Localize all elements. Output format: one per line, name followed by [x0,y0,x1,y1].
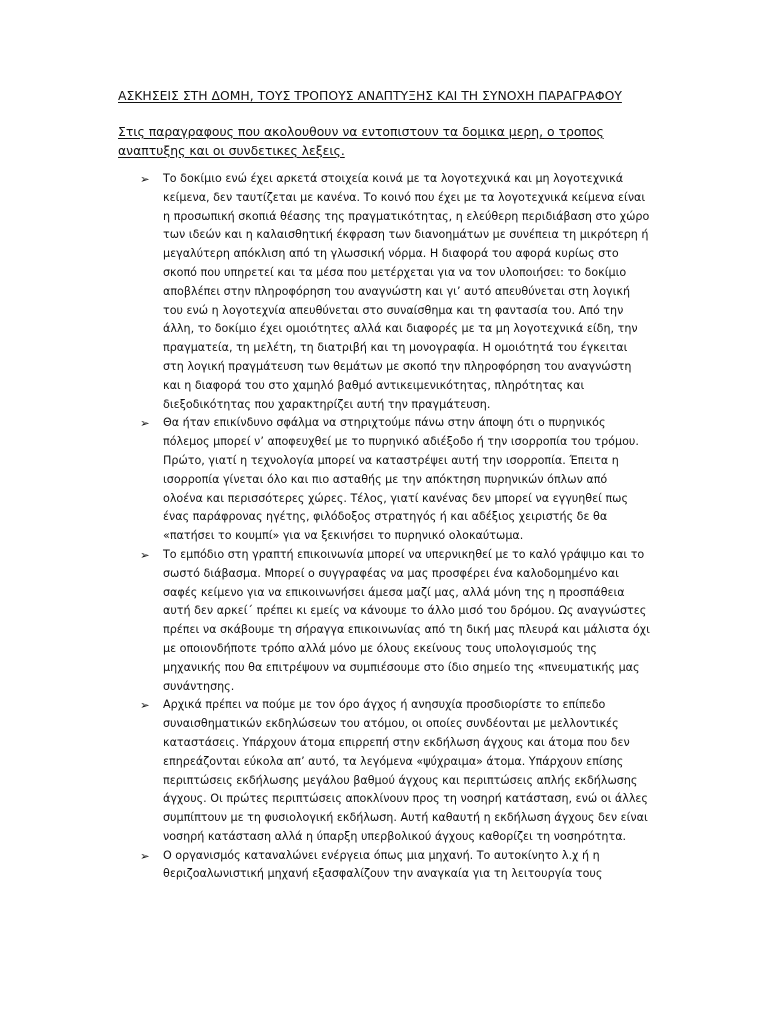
paragraph-item-3 [140,546,650,696]
paragraph-item-2 [140,414,650,546]
document-title: ΑΣΚΗΣΕΙΣ ΣΤΗ ΔΟΜΗ, ΤΟΥΣ ΤΡΟΠΟΥΣ ΑΝΑΠΤΥΞΗΣ ΚΑΙ ΤΗ ΣΥΝΟΧΗ ΠΑΡΑΓΡΑΦΟΥ [118,88,622,103]
arrowhead-bullet-icon: ➢ [140,698,150,713]
paragraph-text-5: Ο οργανισμός καταναλώνει ενέργεια όπως μια μηχανή. Το αυτοκίνητο λ.χ ή η θεριζοαλωνιστική μηχανή εξασφαλίζουν την αναγκαία για τη λειτουργία τους [163,848,603,881]
paragraph-text-4: Αρχικά πρέπει να πούμε με τον όρο άγχος ή ανησυχία προσδιορίστε το επίπεδο συναισθηματικών εκδηλώσεων του ατόμου, οι οποίες συνδέονται με μελλοντικές καταστάσεις. Υπάρχουν άτομα επιρρεπή στην εκδήλωση άγχους και άτομα που δεν επηρεάζονται εύκολα απ’ αυτό, τα λεγόμενα «ψύχραιμα» άτομα. Υπάρχουν επίσης περιπτώσεις εκδήλωσης μεγάλου βαθμού άγχους και περιπτώσεις απλής εκδήλωσης άγχους. Οι πρώτες περιπτώσεις αποκλίνουν προς τη νοσηρή κατάσταση, ενώ οι άλλες συμπίπτουν με τη φυσιολογική εκδήλωση. Αυτή καθαυτή η εκδήλωση άγχους δεν είναι νοσηρή κατάσταση αλλά η ύπαρξη υπερβολικού άγχους καθορίζει τη νοσηρότητα. [163,698,648,843]
arrowhead-bullet-icon: ➢ [140,547,150,562]
paragraph-item-5 [140,847,650,885]
arrowhead-bullet-icon: ➢ [140,416,150,431]
paragraph-text-3: Το εμπόδιο στη γραπτή επικοινωνία μπορεί να υπερνικηθεί με το καλό γράψιμο και το σωστό διάβασμα. Μπορεί ο συγγραφέας να μας προσφέρει ένα καλοδομημένο και σαφές κείμενο για να επικοινωνήσει άμεσα μαζί μας, αλλά μόνη της η προσπάθεια αυτή δεν αρκεί΄ πρέπει κι εμείς να κάνουμε το άλλο μισό του δρόμου. Ως αναγνώστες πρέπει να σκάβουμε τη σήραγγα επικοινωνίας από τη δική μας πλευρά και μάλιστα όχι με οποιονδήποτε τρόπο αλλά μόνο με όλους εκείνους τους υπολογισμούς της μηχανικής που θα επιτρέψουν να συμπιέσουμε στο ίδιο σημείο της «πνευματικής μας συνάντησης. [163,547,650,693]
paragraph-item-1 [140,170,650,414]
paragraph-list [140,170,650,884]
arrowhead-bullet-icon: ➢ [140,172,150,186]
paragraph-text-2: Θα ήταν επικίνδυνο σφάλμα να στηριχτούμε πάνω στην άποψη ότι ο πυρηνικός πόλεμος μπορεί ν’ αποφευχθεί με το πυρηνικό αδιέξοδο ή την ισορροπία του τρόμου. Πρώτο, γιατί η τεχνολογία μπορεί να καταστρέψει αυτή την ισορροπία. Έπειτα η ισορροπία γίνεται όλο και πιο ασταθής με την απόκτηση πυρηνικών όπλων από ολοένα και περισσότερες χώρες. Τέλος, γιατί κανένας δεν μπορεί να εγγυηθεί πως ένας παράφρονας ηγέτης, φιλόδοξος στρατηγός ή και αδέξιος χειριστής δε θα «πατήσει το κουμπί» για να ξεκινήσει το πυρηνικό ολοκαύτωμα. [163,416,639,543]
exercise-instruction: Στις παραγραφους που ακολουθουν να εντοπιστουν τα δομικα μερη, ο τροπος αναπτυξης και οι συνδετικες λεξεις. [118,124,604,158]
arrowhead-bullet-icon: ➢ [140,848,150,863]
paragraph-item-4 [140,696,650,846]
paragraph-text-1: Το δοκίμιο ενώ έχει αρκετά στοιχεία κοινά με τα λογοτεχνικά και μη λογοτεχνικά κείμενα, δεν ταυτίζεται με κανένα. Το κοινό που έχει με τα λογοτεχνικά κείμενα είναι η προσωπική σκοπιά θέασης της πραγματικότητας, η ελεύθερη περιδιάβαση στο χώρο των ιδεών και η καλαισθητική έκφραση των διανοημάτων με συνέπεια τη μικρότερη ή μεγαλύτερη απόκλιση από τη γλωσσική νόρμα. Η διαφορά του αφορά κυρίως στο σκοπό που υπηρετεί και τα μέσα που μετέρχεται για να τον υλοποιήσει: το δοκίμιο αποβλέπει στην πληροφόρηση του αναγνώστη και γι’ αυτό απευθύνεται στη λογική του ενώ η λογοτεχνία απευθύνεται στο συναίσθημα και τη φαντασία του. Από την άλλη, το δοκίμιο έχει ομοιότητες αλλά και διαφορές με τα μη λογοτεχνικά είδη, την πραγματεία, τη μελέτη, τη διατριβή και τη μονογραφία. Η ομοιότητά του έγκειται στη λογική πραγμάτευση των θεμάτων με σκοπό την πληροφόρηση του αναγνώστη και η διαφορά του στο χαμηλό βαθμό αντικειμενικότητας, πληρότητας και διεξοδικότητας που χαρακτηρίζει αυτή την πραγμάτευση. [163,172,650,411]
